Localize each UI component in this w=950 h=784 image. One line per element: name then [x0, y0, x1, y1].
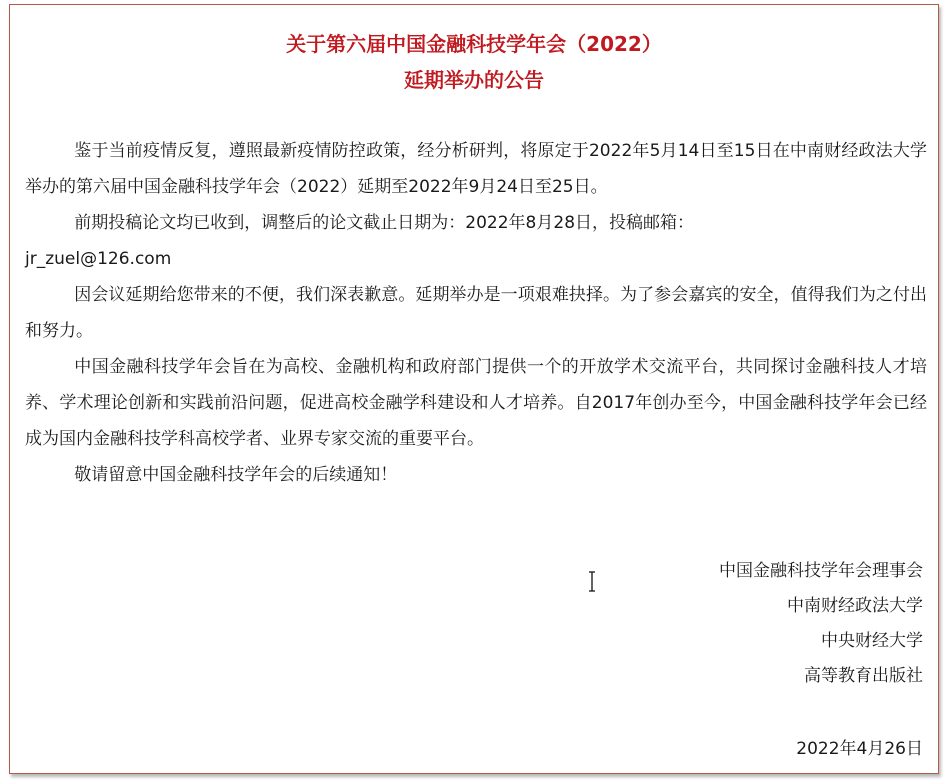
- notice-title-line2: 延期举办的公告: [404, 68, 544, 92]
- signatory-zuel: 中南财经政法大学: [787, 596, 923, 616]
- paragraph-apology: 因会议延期给您带来的不便，我们深表歉意。延期举办是一项艰难抉择。为了参会嘉宾的安全，值得我们为之付出和努力。: [25, 285, 927, 341]
- signature-block: [719, 554, 923, 694]
- notice-body: [25, 133, 927, 493]
- signatory-hep: 高等教育出版社: [804, 666, 923, 686]
- signatory-cufe: 中央财经大学: [821, 631, 923, 651]
- paragraph-submission: 前期投稿论文均已收到，调整后的论文截止日期为：2022年8月28日，投稿邮箱：: [74, 213, 695, 233]
- signatory-council: 中国金融科技学年会理事会: [719, 561, 923, 581]
- paragraph-follow-up: 敬请留意中国金融科技学年会的后续通知！: [74, 465, 398, 485]
- paragraph-conference-intro: 中国金融科技学年会旨在为高校、金融机构和政府部门提供一个的开放学术交流平台，共同探讨金融科技人才培养、学术理论创新和实践前沿问题，促进高校金融学科建设和人才培养。自2017年创办至今，中国金融科技学年会已经成为国内金融科技学科高校学者、业界专家交流的重要平台。: [25, 357, 927, 449]
- submission-email: jr_zuel@126.com: [25, 249, 172, 269]
- paragraph-postponement: 鉴于当前疫情反复，遵照最新疫情防控政策，经分析研判，将原定于2022年5月14日至15日在中南财经政法大学举办的第六届中国金融科技学年会（2022）延期至2022年9月24日至25日。: [25, 141, 927, 197]
- notice-title-line1: 关于第六届中国金融科技学年会（2022）: [286, 32, 662, 56]
- notice-date: 2022年4月26日: [796, 739, 923, 759]
- notice-document: [9, 4, 939, 774]
- text-cursor-icon: [588, 571, 596, 592]
